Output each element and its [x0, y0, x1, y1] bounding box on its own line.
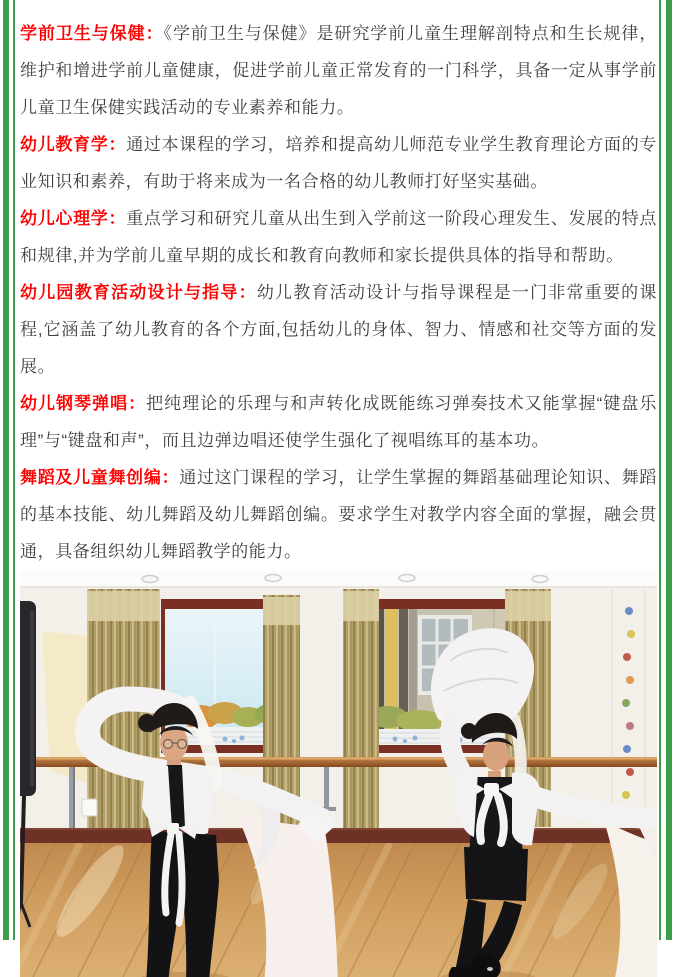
course-body: 《学前卫生与保健》是研究学前儿童生理解剖特点和生长规律，维护和增进学前儿童健康，促进学前儿童正常发育的一门科学，具备一定从事学前儿童卫生保健实践活动的专业素养和能力。: [20, 24, 657, 117]
course-paragraph: [20, 200, 657, 274]
wood-floor: [20, 832, 657, 977]
left-outer-rule: [3, 0, 9, 940]
right-inner-rule: [659, 0, 661, 940]
course-title: 幼儿园教育活动设计与指导：: [20, 283, 257, 302]
course-body: 重点学习和研究儿童从出生到入学前这一阶段心理发生、发展的特点和规律,并为学前儿童早期的成长和教育向教师和家长提供具体的指导和帮助。: [20, 209, 657, 265]
course-title: 幼儿钢琴弹唱：: [20, 394, 147, 413]
light-switch: [82, 799, 97, 816]
course-body: 通过本课程的学习，培养和提高幼儿师范专业学生教育理论方面的专业知识和素养，有助于将来成为一名合格的幼儿教师打好坚实基础。: [20, 135, 657, 191]
course-descriptions: [20, 0, 657, 570]
course-body: 幼儿教育活动设计与指导课程是一门非常重要的课程,它涵盖了幼儿教育的各个方面,包括幼儿的身体、智力、情感和社交等方面的发展。: [20, 283, 657, 376]
course-paragraph: [20, 15, 657, 126]
course-title: 幼儿教育学：: [20, 135, 127, 154]
course-title: 舞蹈及儿童舞创编：: [20, 468, 180, 487]
course-body: 通过这门课程的学习，让学生掌握的舞蹈基础理论知识、舞蹈的基本技能、幼儿舞蹈及幼儿舞蹈创编。要求学生对教学内容全面的掌握，融会贯通，具备组织幼儿舞蹈教学的能力。: [20, 468, 657, 561]
right-outer-rule: [666, 0, 672, 940]
course-paragraph: [20, 274, 657, 385]
course-body: 把纯理论的乐理与和声转化成既能练习弹奏技术又能掌握“键盘乐理”与“键盘和声”，而且边弹边唱还使学生强化了视唱练耳的基本功。: [20, 394, 658, 450]
baseboard: [20, 828, 657, 843]
course-paragraph: [20, 459, 657, 570]
course-title: 学前卫生与保健：: [20, 24, 164, 43]
course-title: 幼儿心理学：: [20, 209, 127, 228]
dance-studio-photo: [20, 571, 657, 977]
left-inner-rule: [13, 0, 15, 940]
course-paragraph: [20, 126, 657, 200]
course-paragraph: [20, 385, 657, 459]
article-content: [20, 0, 657, 977]
